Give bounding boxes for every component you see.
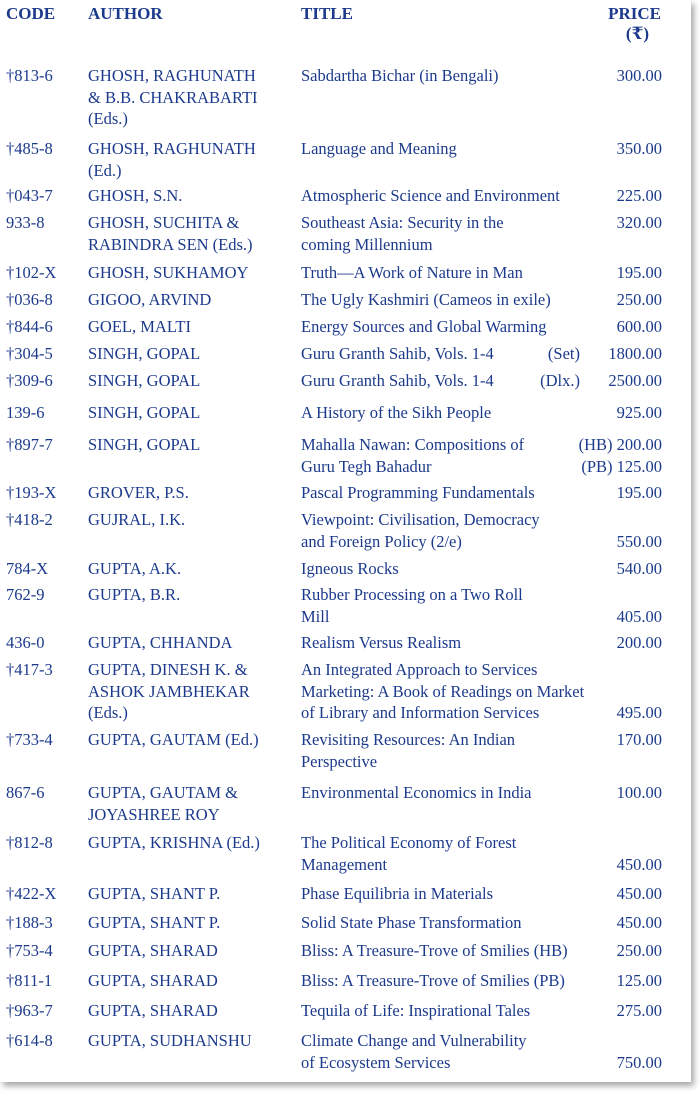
book-price — [590, 606, 662, 628]
book-title — [301, 1030, 601, 1073]
price-line: 250.00 — [616, 290, 662, 309]
author-line: GUPTA, SUDHANSHU — [88, 1031, 252, 1050]
book-code: †753-4 — [6, 941, 53, 960]
book-price — [590, 883, 662, 905]
author-line: GUPTA, SHANT P. — [88, 884, 221, 903]
book-title — [301, 185, 601, 207]
header-title: TITLE — [301, 4, 353, 23]
book-title — [301, 434, 601, 477]
book-code: †102-X — [6, 263, 57, 282]
book-price — [590, 65, 662, 87]
book-author — [88, 1030, 293, 1052]
book-code: †193-X — [6, 483, 57, 502]
title-line: Pascal Programming Fundamentals — [301, 483, 535, 502]
book-price — [590, 482, 662, 504]
book-author — [88, 370, 293, 392]
author-line: SINGH, GOPAL — [88, 403, 201, 422]
edition-note: (Set) — [547, 344, 580, 363]
title-line: Bliss: A Treasure-Trove of Smilies (HB) — [301, 941, 568, 960]
title-line: Solid State Phase Transformation — [301, 913, 522, 932]
title-line: Energy Sources and Global Warming — [301, 317, 547, 336]
book-author — [88, 1000, 293, 1022]
book-price — [590, 912, 662, 934]
price-line: 320.00 — [616, 213, 662, 232]
book-title — [301, 832, 601, 875]
title-line: An Integrated Approach to Services — [301, 660, 538, 679]
book-price — [590, 1052, 662, 1074]
price-line: 2500.00 — [608, 371, 662, 390]
author-line: GHOSH, S.N. — [88, 186, 183, 205]
book-code: †188-3 — [6, 913, 53, 932]
author-line: (Eds.) — [88, 109, 128, 128]
price-line: 540.00 — [616, 559, 662, 578]
price-line: 200.00 — [616, 633, 662, 652]
title-line: Rubber Processing on a Two Roll — [301, 585, 523, 604]
book-author — [88, 632, 293, 654]
price-line: 100.00 — [616, 783, 662, 802]
title-line: Marketing: A Book of Readings on Market — [301, 681, 585, 701]
book-code: †813-6 — [6, 66, 53, 85]
book-title — [301, 1000, 601, 1022]
book-title — [301, 883, 601, 905]
price-line: 405.00 — [616, 606, 662, 626]
author-line: GUJRAL, I.K. — [88, 510, 186, 529]
book-price — [590, 702, 662, 724]
book-price — [590, 343, 662, 365]
book-code: †844-6 — [6, 317, 53, 336]
book-code: †036-8 — [6, 290, 53, 309]
price-line: 275.00 — [616, 1001, 662, 1020]
title-line: A History of the Sikh People — [301, 403, 492, 422]
title-line: The Ugly Kashmiri (Cameos in exile) — [301, 290, 551, 309]
book-title — [301, 729, 601, 772]
book-code: †897-7 — [6, 435, 53, 454]
book-price — [590, 970, 662, 992]
book-code: 139-6 — [6, 403, 45, 422]
book-price — [590, 138, 662, 160]
book-title — [301, 289, 601, 311]
price-line: (HB) 200.00 — [578, 435, 662, 454]
book-price — [590, 1000, 662, 1022]
book-author — [88, 584, 293, 606]
author-line: & B.B. CHAKRABARTI — [88, 87, 258, 107]
book-title — [301, 659, 601, 724]
price-line: 195.00 — [616, 483, 662, 502]
title-line: Guru Granth Sahib, Vols. 1-4 — [301, 371, 494, 390]
price-line: 195.00 — [616, 263, 662, 282]
book-title — [301, 584, 601, 627]
title-line: Truth—A Work of Nature in Man — [301, 263, 523, 282]
author-line: GUPTA, GAUTAM & — [88, 783, 238, 802]
edition-note: (Dlx.) — [540, 371, 580, 390]
book-title — [301, 970, 601, 992]
author-line: GUPTA, SHANT P. — [88, 913, 221, 932]
book-title — [301, 402, 601, 424]
book-code: †422-X — [6, 884, 57, 903]
book-author — [88, 185, 293, 207]
title-line: Realism Versus Realism — [301, 633, 462, 652]
author-line: GROVER, P.S. — [88, 483, 189, 502]
author-line: GOEL, MALTI — [88, 317, 191, 336]
book-price — [590, 531, 662, 553]
price-line: 300.00 — [616, 66, 662, 85]
title-line: Igneous Rocks — [301, 559, 399, 578]
book-code: 784-X — [6, 559, 49, 578]
title-line: of Ecosystem Services — [301, 1052, 451, 1072]
author-line: SINGH, GOPAL — [88, 435, 201, 454]
price-line: 450.00 — [616, 913, 662, 932]
book-author — [88, 832, 293, 854]
book-price — [590, 729, 662, 751]
title-line: of Library and Information Services — [301, 703, 540, 722]
header-price — [600, 4, 661, 44]
author-line: GHOSH, SUKHAMOY — [88, 263, 249, 282]
author-line: GUPTA, SHARAD — [88, 941, 218, 960]
title-line: Climate Change and Vulnerability — [301, 1031, 527, 1050]
book-author — [88, 940, 293, 962]
book-code: †309-6 — [6, 371, 53, 390]
author-line: GUPTA, B.R. — [88, 585, 181, 604]
book-title — [301, 940, 601, 962]
author-line: GHOSH, RAGHUNATH — [88, 66, 256, 85]
book-code: 867-6 — [6, 783, 45, 802]
price-line: 250.00 — [616, 941, 662, 960]
price-line: 450.00 — [616, 854, 662, 874]
book-price — [590, 289, 662, 311]
title-line: Viewpoint: Civilisation, Democracy — [301, 510, 540, 529]
book-title — [301, 782, 601, 804]
book-title — [301, 138, 601, 160]
author-line: GIGOO, ARVIND — [88, 290, 212, 309]
book-author — [88, 912, 293, 934]
book-price — [590, 782, 662, 804]
book-author — [88, 343, 293, 365]
book-code: †418-2 — [6, 510, 53, 529]
author-line: GHOSH, SUCHITA & — [88, 213, 240, 232]
title-line: Language and Meaning — [301, 139, 457, 158]
book-code: 933-8 — [6, 213, 45, 232]
book-author — [88, 509, 293, 531]
price-line: 925.00 — [616, 403, 662, 422]
title-line: Tequila of Life: Inspirational Tales — [301, 1001, 531, 1020]
price-line: 350.00 — [616, 139, 662, 158]
book-price — [590, 185, 662, 207]
price-line: 750.00 — [616, 1052, 662, 1072]
author-line: GUPTA, A.K. — [88, 559, 182, 578]
title-line: coming Millennium — [301, 234, 433, 254]
title-line: Environmental Economics in India — [301, 783, 532, 802]
book-code: †304-5 — [6, 344, 53, 363]
book-code: 762-9 — [6, 585, 45, 604]
price-line: 450.00 — [616, 884, 662, 903]
book-author — [88, 729, 293, 751]
price-line: (PB) 125.00 — [581, 456, 662, 476]
book-author — [88, 65, 293, 130]
book-author — [88, 883, 293, 905]
book-author — [88, 402, 293, 424]
author-line: (Ed.) — [88, 160, 122, 180]
book-author — [88, 482, 293, 504]
author-line: ASHOK JAMBHEKAR — [88, 681, 250, 701]
title-line: Atmospheric Science and Environment — [301, 186, 560, 205]
book-title — [301, 212, 601, 255]
header-price-unit: (₹) — [625, 24, 650, 43]
book-author — [88, 782, 293, 825]
book-title — [301, 482, 601, 504]
price-line: 1800.00 — [608, 344, 662, 363]
title-line: Guru Granth Sahib, Vols. 1-4 — [301, 344, 494, 363]
title-line: Southeast Asia: Security in the — [301, 213, 504, 232]
book-title — [301, 558, 601, 580]
title-line: The Political Economy of Forest — [301, 833, 517, 852]
price-line: 600.00 — [616, 317, 662, 336]
title-line: Bliss: A Treasure-Trove of Smilies (PB) — [301, 971, 565, 990]
book-title — [301, 262, 601, 284]
book-title — [301, 912, 601, 934]
author-line: GHOSH, RAGHUNATH — [88, 139, 256, 158]
book-title — [301, 632, 601, 654]
book-code: †417-3 — [6, 660, 53, 679]
book-price — [590, 940, 662, 962]
author-line: RABINDRA SEN (Eds.) — [88, 234, 253, 254]
price-line: 125.00 — [616, 971, 662, 990]
header-code: CODE — [6, 4, 56, 23]
book-price — [590, 262, 662, 284]
title-line: and Foreign Policy (2/e) — [301, 531, 462, 551]
book-code: †043-7 — [6, 186, 53, 205]
book-price — [590, 212, 662, 234]
author-line: GUPTA, GAUTAM (Ed.) — [88, 730, 259, 749]
price-line: 225.00 — [616, 186, 662, 205]
author-line: GUPTA, DINESH K. & — [88, 660, 248, 679]
book-author — [88, 289, 293, 311]
book-code: †963-7 — [6, 1001, 53, 1020]
book-title — [301, 65, 601, 87]
book-code: †812-8 — [6, 833, 53, 852]
book-price — [590, 558, 662, 580]
book-code: †614-8 — [6, 1031, 53, 1050]
author-line: SINGH, GOPAL — [88, 371, 201, 390]
title-line: Revisiting Resources: An Indian — [301, 730, 516, 749]
book-title — [301, 509, 601, 552]
book-author — [88, 558, 293, 580]
price-line: 495.00 — [616, 703, 662, 722]
book-code: †733-4 — [6, 730, 53, 749]
book-author — [88, 316, 293, 338]
book-code: †811-1 — [6, 971, 53, 990]
author-line: GUPTA, SHARAD — [88, 1001, 218, 1020]
author-line: GUPTA, KRISHNA (Ed.) — [88, 833, 260, 852]
title-line: Phase Equilibria in Materials — [301, 884, 493, 903]
title-line: Mahalla Nawan: Compositions of — [301, 435, 525, 454]
header-author: AUTHOR — [88, 4, 163, 23]
book-author — [88, 434, 293, 456]
book-code: 436-0 — [6, 633, 45, 652]
title-line: Management — [301, 854, 388, 874]
book-code: †485-8 — [6, 139, 53, 158]
book-author — [88, 262, 293, 284]
author-line: GUPTA, SHARAD — [88, 971, 218, 990]
book-price — [590, 402, 662, 424]
author-line: (Eds.) — [88, 703, 128, 722]
book-author — [88, 212, 293, 255]
title-line: Perspective — [301, 751, 378, 771]
author-line: GUPTA, CHHANDA — [88, 633, 233, 652]
author-line: JOYASHREE ROY — [88, 804, 220, 824]
book-author — [88, 970, 293, 992]
book-price — [590, 632, 662, 654]
title-line: Mill — [301, 606, 330, 626]
book-author — [88, 138, 293, 181]
book-price — [590, 854, 662, 876]
title-line: Sabdartha Bichar (in Bengali) — [301, 66, 499, 85]
price-line: 550.00 — [616, 531, 662, 551]
header-price-label: PRICE — [608, 4, 661, 23]
book-price — [590, 316, 662, 338]
title-line: Guru Tegh Bahadur — [301, 456, 432, 476]
book-price — [560, 434, 662, 477]
book-price — [590, 370, 662, 392]
price-line: 170.00 — [616, 730, 662, 749]
book-title — [301, 316, 601, 338]
book-author — [88, 659, 293, 724]
author-line: SINGH, GOPAL — [88, 344, 201, 363]
